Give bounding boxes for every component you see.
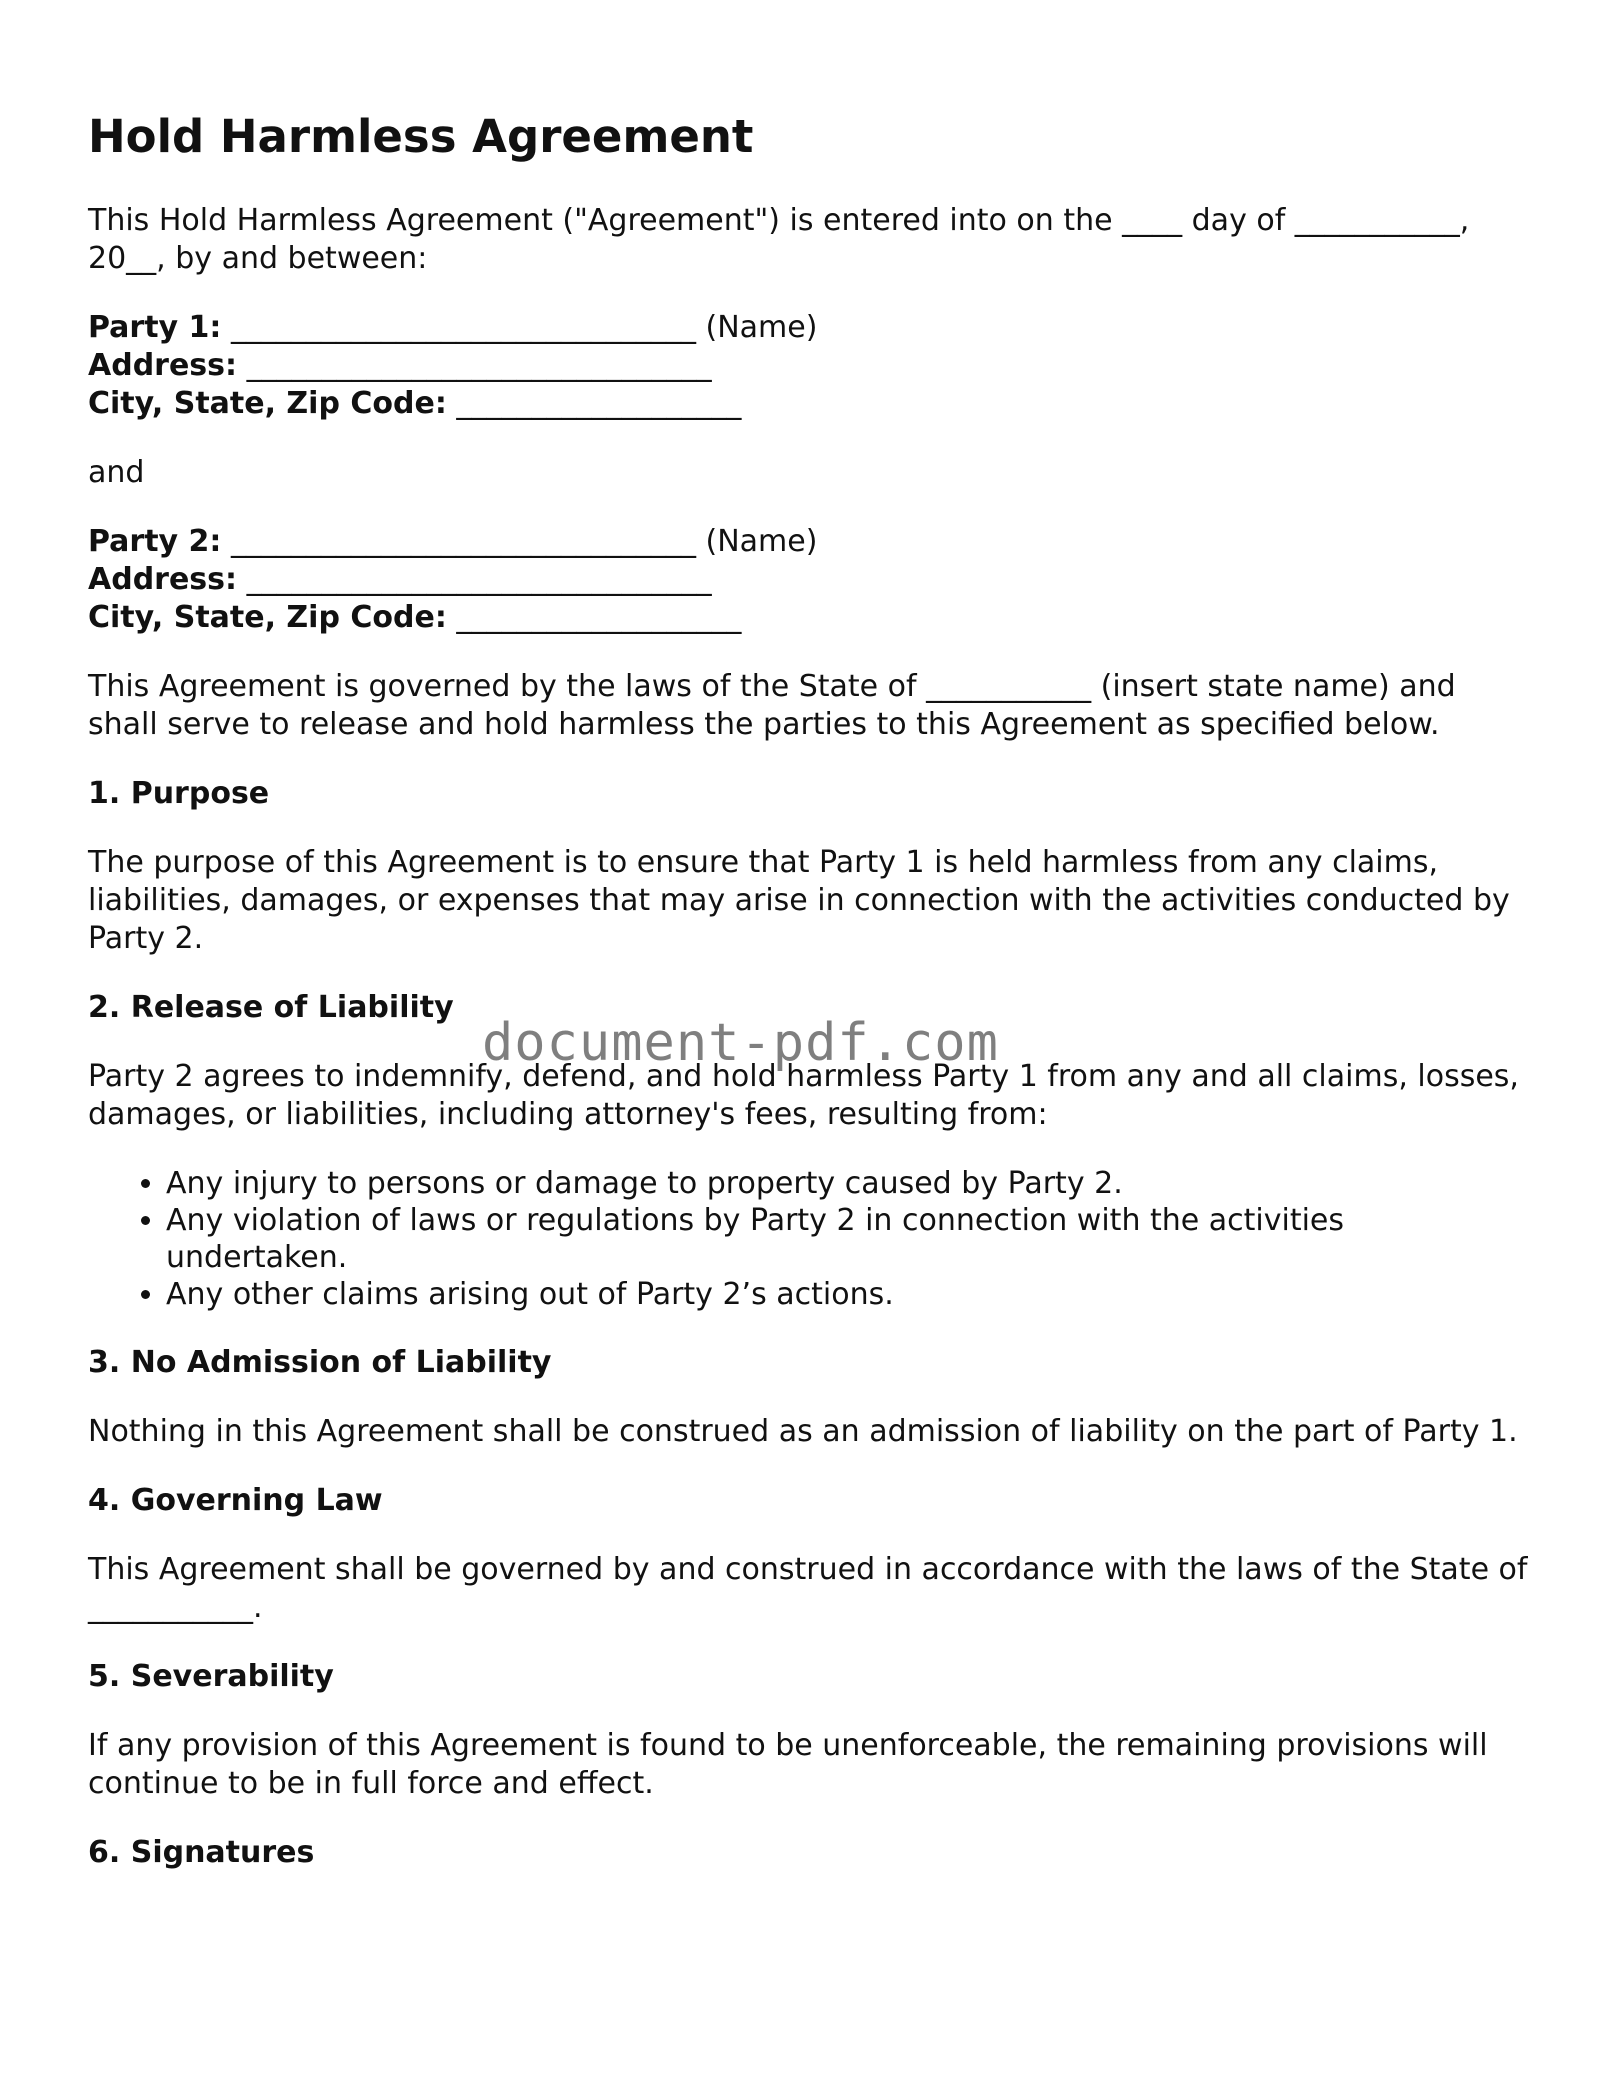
- list-item: • Any violation of laws or regulations by Party 2 in connection with the activities undertaken.: [166, 1202, 1528, 1276]
- section-3-text: Nothing in this Agreement shall be construed as an admission of liability on the part of Party 1.: [88, 1414, 1518, 1449]
- document-page: [88, 110, 1528, 1903]
- list-item: • Any other claims arising out of Party 2’s actions.: [166, 1276, 1528, 1313]
- party-2-city-label: City, State, Zip Code:: [88, 600, 447, 635]
- party-2-name-suffix: (Name): [705, 524, 818, 559]
- party-1-name-suffix: (Name): [705, 310, 818, 345]
- party-2-city-line: [88, 599, 1528, 637]
- party-2-address-label: Address:: [88, 562, 238, 597]
- list-item: • Any injury to persons or damage to property caused by Party 2.: [166, 1165, 1528, 1202]
- party-1-address-label: Address:: [88, 348, 238, 383]
- party-2-name-line: [88, 523, 1528, 561]
- party-1-name-line: [88, 309, 1528, 347]
- section-4-text: This Agreement shall be governed by and construed in accordance with the laws of the State of ___________.: [88, 1552, 1528, 1625]
- party-2-address-blank: _______________________________: [246, 562, 712, 597]
- and-text: and: [88, 455, 145, 490]
- intro-paragraph: This Hold Harmless Agreement ("Agreement") is entered into on the ____ day of ___________, 20__, by and between:: [88, 203, 1470, 276]
- party-2-city-blank: ___________________: [456, 600, 742, 635]
- governed-paragraph: This Agreement is governed by the laws of the State of ___________ (insert state name) and shall serve to release and hold harmless the parties to this Agreement as specified below.: [88, 669, 1456, 742]
- watermark: document-pdf.com: [482, 1013, 999, 1073]
- party-1-city-blank: ___________________: [456, 386, 742, 421]
- section-3-heading: 3. No Admission of Liability: [88, 1345, 552, 1380]
- party-2-name-blank: _______________________________: [230, 524, 696, 559]
- section-2-text: Party 2 agrees to indemnify, defend, and hold harmless Party 1 from any and all claims, losses, damages, or liabilities, including attorney's fees, resulting from:: [88, 1059, 1519, 1132]
- section-5-text: If any provision of this Agreement is found to be unenforceable, the remaining provisions will continue to be in full force and effect.: [88, 1728, 1488, 1801]
- section-1-text: The purpose of this Agreement is to ensure that Party 1 is held harmless from any claims, liabilities, damages, or expenses that may arise in connection with the activities conducted by Party 2.: [88, 845, 1510, 956]
- party-1-address-line: [88, 347, 1528, 385]
- party-1-address-blank: _______________________________: [246, 348, 712, 383]
- section-6-heading: 6. Signatures: [88, 1835, 315, 1870]
- party-2-label: Party 2:: [88, 524, 222, 559]
- party-1-block: [88, 309, 1528, 423]
- party-1-city-line: [88, 385, 1528, 423]
- section-4-heading: 4. Governing Law: [88, 1483, 383, 1518]
- party-1-city-label: City, State, Zip Code:: [88, 386, 447, 421]
- section-2-heading: 2. Release of Liability: [88, 990, 454, 1025]
- document-title: Hold Harmless Agreement: [88, 110, 754, 163]
- party-1-name-blank: _______________________________: [230, 310, 696, 345]
- section-5-heading: 5. Severability: [88, 1659, 334, 1694]
- party-2-block: [88, 523, 1528, 637]
- section-1-heading: 1. Purpose: [88, 776, 270, 811]
- party-1-label: Party 1:: [88, 310, 222, 345]
- party-2-address-line: [88, 561, 1528, 599]
- section-2-list: [88, 1165, 1528, 1313]
